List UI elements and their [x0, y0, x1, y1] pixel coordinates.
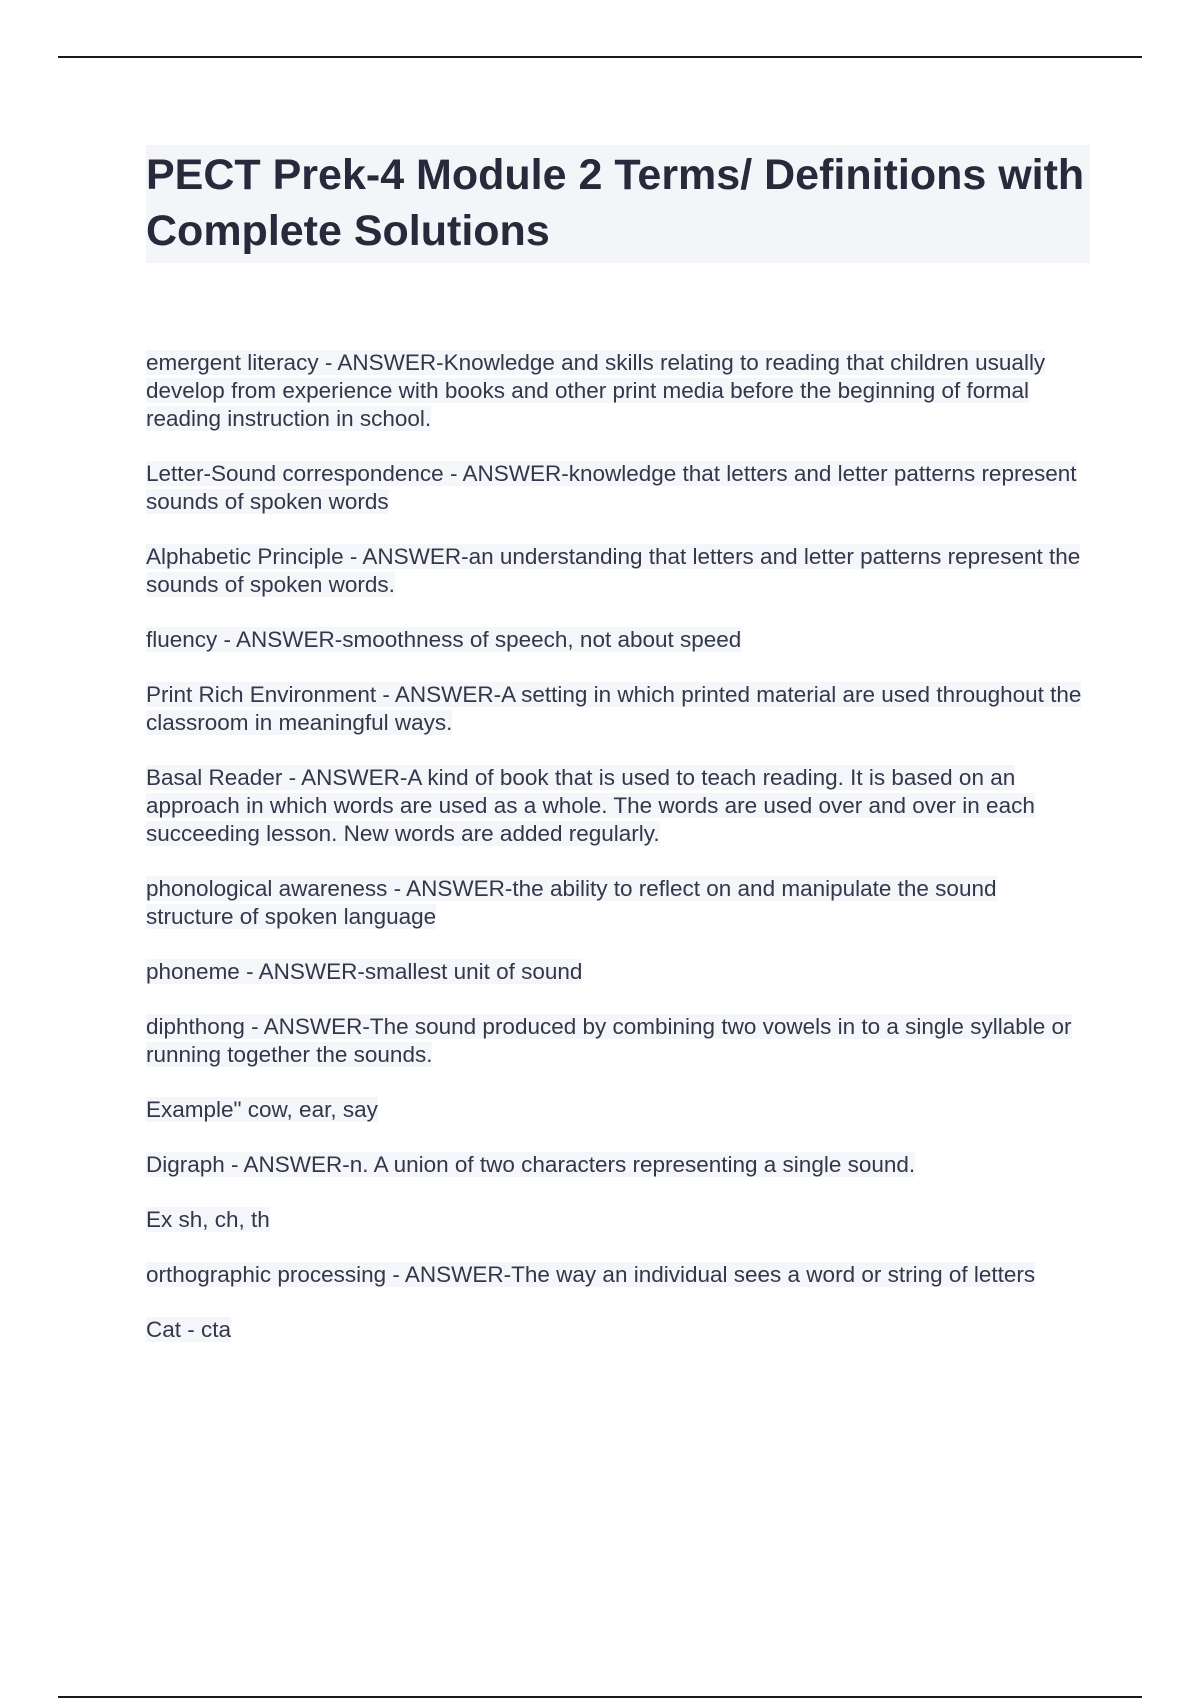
definition-entry: phoneme - ANSWER-smallest unit of sound — [146, 959, 583, 984]
definition-entry: diphthong - ANSWER-The sound produced by combining two vowels in to a single syllable or running together the sounds. — [146, 1014, 1072, 1067]
bottom-rule — [58, 1696, 1142, 1698]
definition-list — [146, 349, 1090, 1344]
definition-entry: emergent literacy - ANSWER-Knowledge and skills relating to reading that children usually develop from experience with books and other print media before the beginning of formal reading instruction in school. — [146, 350, 1046, 431]
definition-entry: fluency - ANSWER-smoothness of speech, not about speed — [146, 627, 742, 652]
definition-entry: Letter-Sound correspondence - ANSWER-knowledge that letters and letter patterns represent sounds of spoken words — [146, 461, 1077, 514]
definition-entry: phonological awareness - ANSWER-the ability to reflect on and manipulate the sound structure of spoken language — [146, 876, 997, 929]
document-title: PECT Prek-4 Module 2 Terms/ Definitions with Complete Solutions — [146, 145, 1090, 263]
document-body — [146, 145, 1090, 1371]
definition-entry: Ex sh, ch, th — [146, 1207, 270, 1232]
definition-entry: orthographic processing - ANSWER-The way an individual sees a word or string of letters — [146, 1262, 1036, 1287]
top-rule — [58, 56, 1142, 58]
definition-entry: Print Rich Environment - ANSWER-A setting in which printed material are used throughout the classroom in meaningful ways. — [146, 682, 1082, 735]
definition-entry: Example" cow, ear, say — [146, 1097, 378, 1122]
definition-entry: Cat - cta — [146, 1317, 232, 1342]
definition-entry: Basal Reader - ANSWER-A kind of book that is used to teach reading. It is based on an approach in which words are used as a whole. The words are used over and over in each succeeding lesson. New words are added regularly. — [146, 765, 1035, 846]
definition-entry: Alphabetic Principle - ANSWER-an understanding that letters and letter patterns represent the sounds of spoken words. — [146, 544, 1081, 597]
definition-entry: Digraph - ANSWER-n. A union of two characters representing a single sound. — [146, 1152, 916, 1177]
